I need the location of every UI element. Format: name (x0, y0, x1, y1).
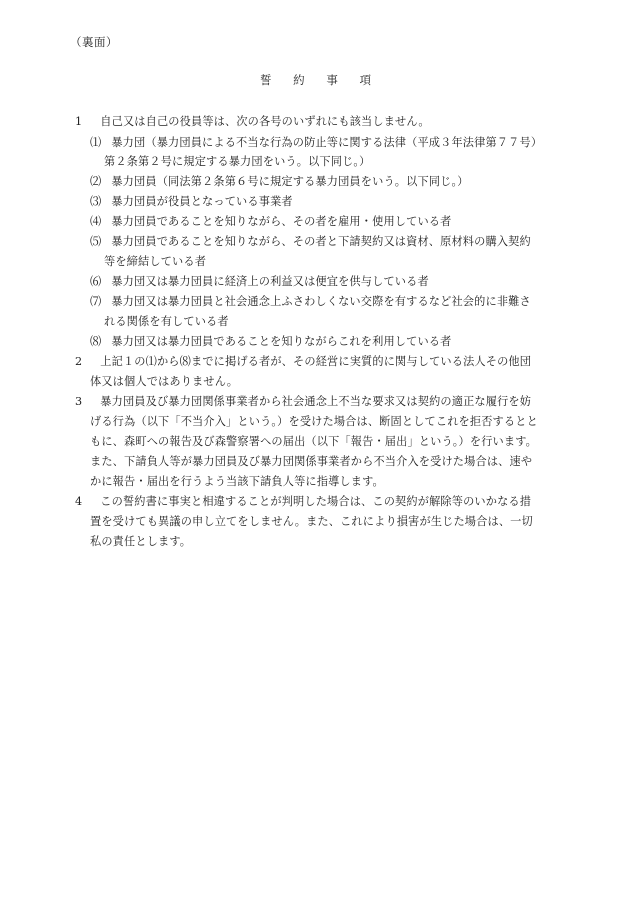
item-3-line-3 (90, 436, 537, 447)
item-1-text: 自己又は自己の役員等は、次の各号のいずれにも該当しません。 (100, 115, 430, 128)
subitem-5-text-2: 等を締結している者 (104, 255, 207, 268)
subitem-5-text-1: 暴力団員であることを知りながら、その者と下請契約又は資材、原材料の購入契約 (111, 235, 531, 248)
item-3-text-1: 暴力団員及び暴力団関係事業者から社会通念上不当な要求又は契約の適正な履行を妨 (100, 395, 532, 408)
subitem-5-line-2 (104, 256, 206, 267)
item-4-line-1 (75, 496, 531, 507)
subitem-6-number: ⑹ (90, 275, 102, 288)
subitem-1-text-2: 第２条第２号に規定する暴力団をいう。以下同じ。） (104, 155, 371, 168)
item-1-number: 1 (75, 115, 83, 128)
subitem-4-text-1: 暴力団員であることを知りながら、その者を雇用・使用している者 (111, 215, 452, 228)
item-3-text-2: げる行為（以下「不当介入」という。）を受けた場合は、断固としてこれを拒否するとと (90, 415, 538, 428)
subitem-6-text-1: 暴力団又は暴力団員に経済上の利益又は便宜を供与している者 (111, 275, 429, 288)
item-3-line-2 (90, 416, 538, 427)
item-4-text-1: この誓約書に事実と相違することが判明した場合は、この契約が解除等のいかなる措 (100, 495, 532, 508)
subitem-4-number: ⑷ (90, 215, 102, 228)
subitem-7-line-2 (104, 316, 229, 327)
subitem-5-line-1 (90, 236, 531, 247)
item-4-line-3 (90, 536, 191, 547)
subitem-8-text-1: 暴力団又は暴力団員であることを知りながらこれを利用している者 (111, 335, 452, 348)
item-3-line-5 (90, 476, 384, 487)
item-4-line-2 (90, 516, 533, 527)
subitem-5-number: ⑸ (90, 235, 102, 248)
subitem-4-line-1 (90, 216, 451, 227)
subitem-1-text-1: 暴力団（暴力団員による不当な行為の防止等に関する法律（平成３年法律第７７号） (111, 136, 543, 149)
item-4-text-3: 私の責任とします。 (90, 535, 192, 548)
item-3-number: 3 (75, 395, 83, 408)
subitem-3-text-1: 暴力団員が役員となっている事業者 (111, 195, 293, 208)
item-4-number: 4 (75, 495, 83, 508)
item-2-number: 2 (75, 355, 83, 368)
subitem-1-number: ⑴ (90, 136, 102, 149)
subitem-2-number: ⑵ (90, 175, 102, 188)
subitem-7-text-2: れる関係を有している者 (104, 315, 229, 328)
item-2-line-2 (90, 376, 238, 387)
item-3-text-4: また、下請負人等が暴力団員及び暴力団関係事業者から不当介入を受けた場合は、速や (90, 455, 533, 468)
subitem-6-line-1 (90, 276, 429, 287)
item-1-line-1 (75, 116, 430, 127)
item-2-line-1 (75, 356, 531, 367)
item-3-text-3: もに、森町への報告及び森警察署への届出（以下「報告・届出」という。）を行います。 (90, 435, 538, 448)
subitem-3-number: ⑶ (90, 195, 102, 208)
subitem-8-number: ⑻ (90, 335, 102, 348)
subitem-7-text-1: 暴力団又は暴力団員と社会通念上ふさわしくない交際を有するなど社会的に非難さ (111, 295, 531, 308)
item-3-text-5: かに報告・届出を行うよう当該下請負人等に指導します。 (90, 475, 384, 488)
subitem-1-line-1 (90, 137, 542, 148)
subitem-2-line-1 (90, 176, 469, 187)
item-3-line-1 (75, 396, 531, 407)
subitem-3-line-1 (90, 196, 293, 207)
subitem-8-line-1 (90, 336, 451, 347)
subitem-7-number: ⑺ (90, 295, 102, 308)
item-4-text-2: 置を受けても異議の申し立てをしません。また、これにより損害が生じた場合は、一切 (90, 515, 533, 528)
document-title: 誓 約 事 項 (260, 73, 380, 87)
subitem-7-line-1 (90, 296, 531, 307)
item-2-text-2: 体又は個人ではありません。 (90, 375, 239, 388)
subitem-1-line-2 (104, 156, 371, 167)
back-side-label: （裏面） (70, 35, 118, 49)
item-2-text-1: 上記１の⑴から⑻までに掲げる者が、その経営に実質的に関与している法人その他団 (100, 355, 532, 368)
item-3-line-4 (90, 456, 532, 467)
subitem-2-text-1: 暴力団員（同法第２条第６号に規定する暴力団員をいう。以下同じ。） (111, 175, 469, 188)
